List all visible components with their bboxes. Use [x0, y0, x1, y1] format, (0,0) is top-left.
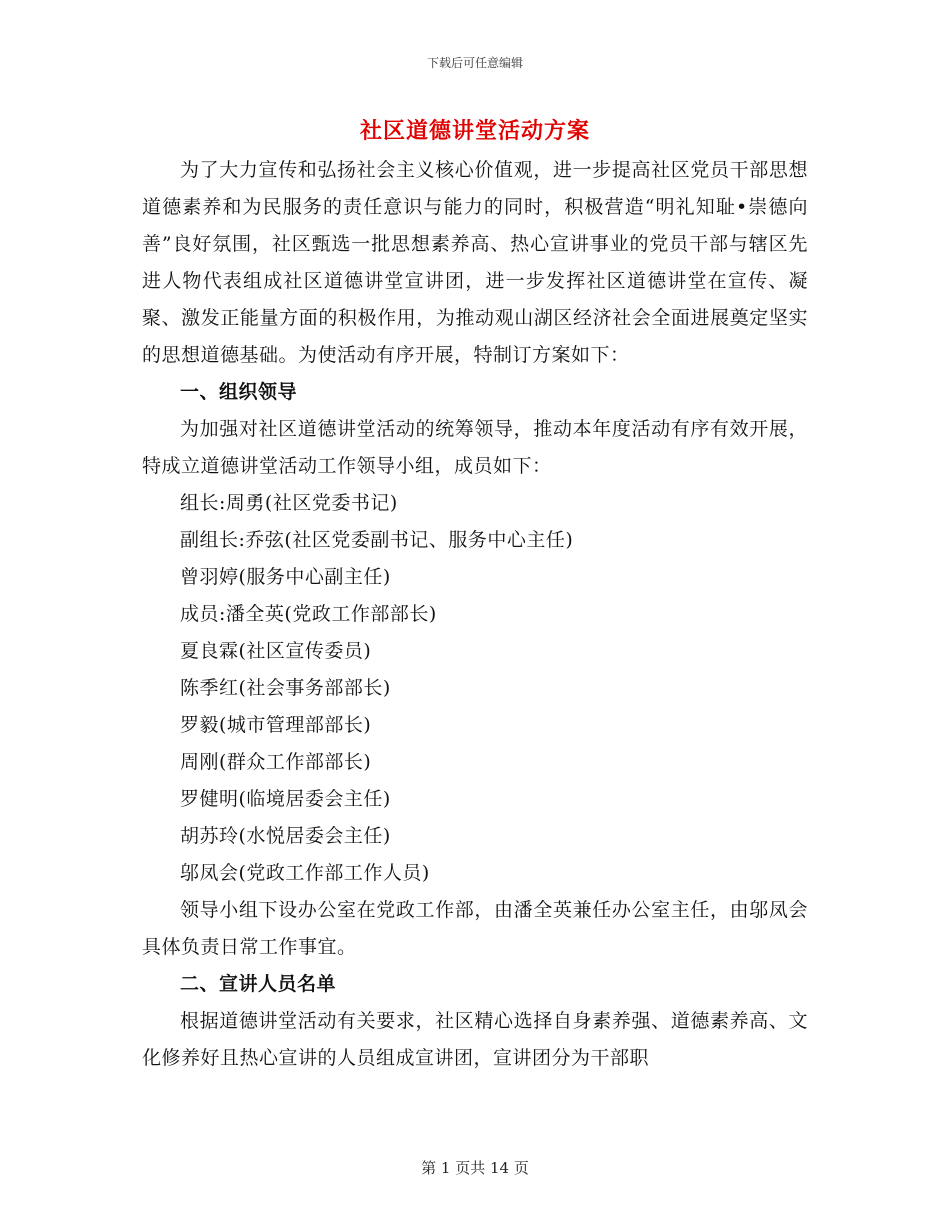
member-item: 夏良霖(社区宣传委员) — [180, 640, 372, 662]
member-item: 邬凤会(党政工作部工作人员) — [180, 862, 430, 884]
member-item: 曾羽婷(服务中心副主任) — [180, 566, 391, 588]
intro-paragraph: 为了大力宣传和弘扬社会主义核心价值观，进一步提高社区党员干部思想道德素养和为民服务的责任意识与能力的同时，积极营造“明礼知耻•崇德向善”良好氛围，社区甄选一批思想素养高、热心宣讲事业的党员干部与辖区先进人物代表组成社区道德讲堂宣讲团，进一步发挥社区道德讲堂在宣传、凝聚、激发正能量方面的积极作用，为推动观山湖区经济社会全面进展奠定坚实的思想道德基础。为使活动有序开展，特制订方案如下： — [142, 159, 808, 366]
document-title: 社区道德讲堂活动方案 — [359, 118, 590, 144]
office-paragraph: 领导小组下设办公室在党政工作部，由潘全英兼任办公室主任，由邬凤会具体负责日常工作事宜。 — [142, 899, 808, 958]
organization-intro: 为加强对社区道德讲堂活动的统筹领导，推动本年度活动有序有效开展，特成立道德讲堂活动工作领导小组，成员如下： — [142, 418, 808, 477]
member-item: 罗健明(临境居委会主任) — [180, 788, 391, 810]
member-item: 成员:潘全英(党政工作部部长) — [180, 603, 437, 625]
document-body — [142, 152, 808, 1077]
section-heading-speakers: 二、宣讲人员名单 — [180, 973, 337, 995]
member-item: 副组长:乔弦(社区党委副书记、服务中心主任) — [180, 529, 574, 551]
page-footer: 第 1 页共 14 页 — [421, 1159, 529, 1177]
speakers-intro: 根据道德讲堂活动有关要求，社区精心选择自身素养强、道德素养高、文化修养好且热心宣讲的人员组成宣讲团，宣讲团分为干部职 — [142, 1010, 808, 1069]
member-item: 陈季红(社会事务部部长) — [180, 677, 391, 699]
member-item: 罗毅(城市管理部部长) — [180, 714, 372, 736]
member-list — [142, 485, 808, 892]
member-item: 组长:周勇(社区党委书记) — [180, 492, 398, 514]
section-heading-organization: 一、组织领导 — [180, 381, 298, 403]
member-item: 周刚(群众工作部部长) — [180, 751, 372, 773]
header-note: 下载后可任意编辑 — [426, 56, 523, 70]
member-item: 胡苏玲(水悦居委会主任) — [180, 825, 391, 847]
